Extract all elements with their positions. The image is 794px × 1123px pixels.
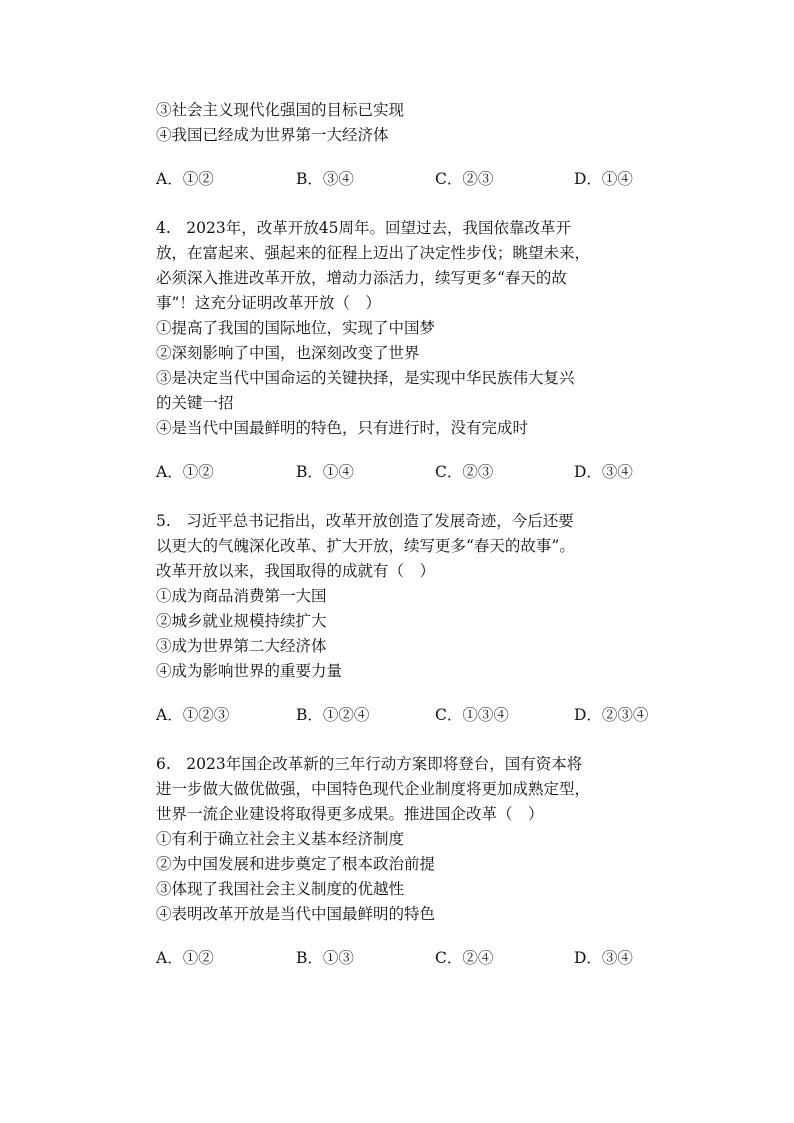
question-3-tail [156, 98, 676, 192]
option-3: ③成为世界第二大经济体 [156, 637, 327, 655]
choice-a[interactable]: A．①② [156, 463, 214, 481]
option-4: ④我国已经成为世界第一大经济体 [156, 126, 389, 144]
question-stem-line: 改革开放以来，我国取得的成就有（ ） [156, 562, 436, 580]
question-stem-line: 世界一流企业建设将取得更多成果。推进国企改革（ ） [156, 805, 544, 823]
option-4: ④是当代中国最鲜明的特色，只有进行时，没有完成时 [156, 419, 529, 437]
choice-c[interactable]: C．②③ [435, 463, 494, 481]
choice-d[interactable]: D．③④ [574, 463, 633, 481]
answer-choices [156, 460, 676, 485]
choice-b[interactable]: B．①④ [296, 463, 354, 481]
choice-b[interactable]: B．①②④ [296, 706, 370, 724]
question-stem-line: 必须深入推进改革开放，增动力添活力，续写更多“春天的故 [156, 269, 567, 287]
question-stem-line: 5. 习近平总书记指出，改革开放创造了发展奇迹，今后还要 [156, 512, 574, 530]
choice-c[interactable]: C．②④ [435, 949, 494, 967]
option-1: ①提高了我国的国际地位，实现了中国梦 [156, 319, 436, 337]
option-3-continued: 的关键一招 [156, 394, 234, 412]
option-4: ④表明改革开放是当代中国最鲜明的特色 [156, 905, 436, 923]
option-3: ③体现了我国社会主义制度的优越性 [156, 880, 405, 898]
question-stem-line: 进一步做大做优做强，中国特色现代企业制度将更加成熟定型， [156, 780, 591, 798]
answer-choices [156, 167, 676, 192]
option-2: ②为中国发展和进步奠定了根本政治前提 [156, 855, 436, 873]
option-3: ③社会主义现代化强国的目标已实现 [156, 101, 405, 119]
option-2: ②深刻影响了中国，也深刻改变了世界 [156, 344, 420, 362]
question-4 [156, 216, 676, 485]
question-5 [156, 509, 676, 728]
option-3: ③是决定当代中国命运的关键抉择，是实现中华民族伟大复兴 [156, 369, 575, 387]
question-stem-line: 6. 2023年国企改革新的三年行动方案即将登台，国有资本将 [156, 755, 583, 773]
question-stem-line: 4. 2023年，改革开放45周年。回望过去，我国依靠改革开 [156, 219, 571, 237]
option-1: ①成为商品消费第一大国 [156, 587, 327, 605]
question-stem-line: 事”！这充分证明改革开放（ ） [156, 294, 381, 312]
question-6 [156, 752, 676, 971]
choice-d[interactable]: D．①④ [574, 170, 633, 188]
choice-b[interactable]: B．①③ [296, 949, 354, 967]
choice-c[interactable]: C．①③④ [435, 706, 509, 724]
question-stem-line: 以更大的气魄深化改革、扩大开放，续写更多“春天的故事”。 [156, 537, 575, 555]
choice-c[interactable]: C．②③ [435, 170, 494, 188]
answer-choices [156, 703, 676, 728]
answer-choices [156, 946, 676, 971]
choice-a[interactable]: A．①② [156, 949, 214, 967]
option-1: ①有利于确立社会主义基本经济制度 [156, 830, 405, 848]
exam-content [156, 98, 676, 971]
choice-a[interactable]: A．①② [156, 170, 214, 188]
option-2: ②城乡就业规模持续扩大 [156, 612, 327, 630]
choice-a[interactable]: A．①②③ [156, 706, 230, 724]
option-4: ④成为影响世界的重要力量 [156, 662, 343, 680]
choice-b[interactable]: B．③④ [296, 170, 354, 188]
choice-d[interactable]: D．③④ [574, 949, 633, 967]
question-stem-line: 放，在富起来、强起来的征程上迈出了决定性步伐；眺望未来， [156, 244, 591, 262]
choice-d[interactable]: D．②③④ [574, 706, 649, 724]
